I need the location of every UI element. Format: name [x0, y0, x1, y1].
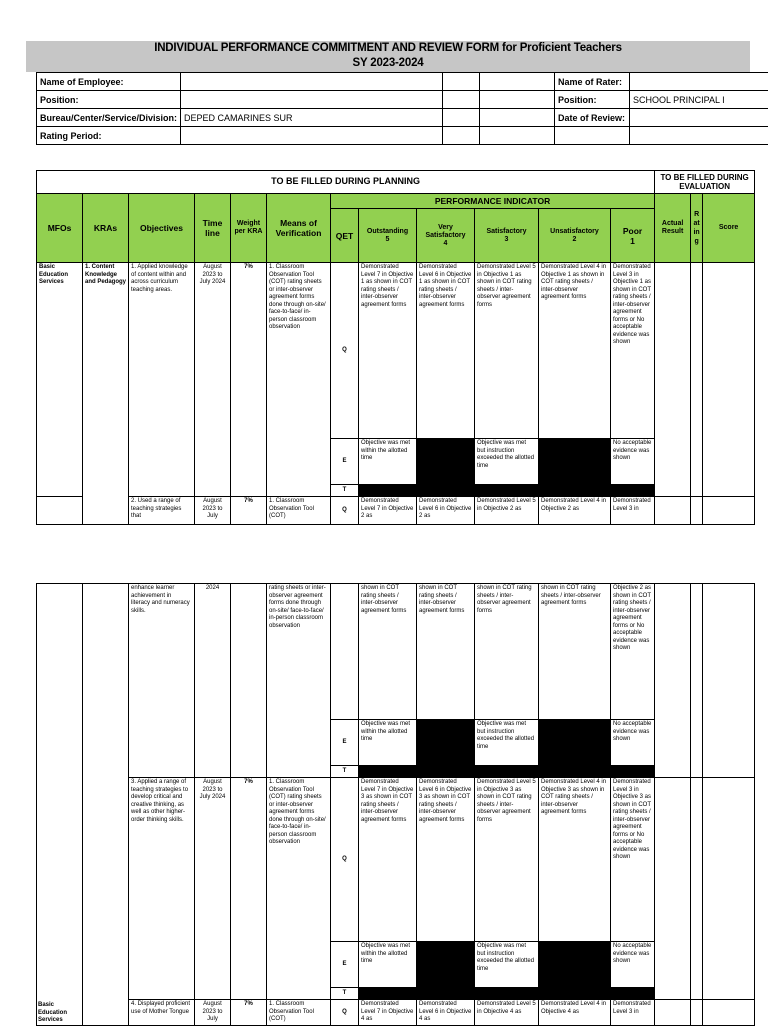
col-timeline: Time line — [195, 194, 231, 263]
qet-q: Q — [331, 263, 359, 439]
means-1: 1. Classroom Observation Tool (COT) rating sheets or inter-observer agreement forms done through on-site/ face-to-face/ in-person classroom observation — [267, 263, 331, 497]
bureau-label: Bureau/Center/Service/Division: — [37, 109, 181, 127]
timeline-1: August 2023 to July 2024 — [195, 263, 231, 497]
rater-value[interactable] — [630, 73, 768, 91]
weight-1: 7% — [231, 263, 267, 497]
kra-cell: 1. Content Knowledge and Pedagogy — [83, 263, 129, 525]
review-date-value[interactable] — [630, 109, 768, 127]
rater-label: Name of Rater: — [555, 73, 630, 91]
planning-header: TO BE FILLED DURING PLANNING — [37, 171, 655, 194]
mfo-cell-4: Basic Education Services — [38, 1002, 82, 1025]
timeline-4-start: August 2023 to July — [195, 1000, 231, 1026]
qet-e: E — [331, 439, 359, 485]
form-title: INDIVIDUAL PERFORMANCE COMMITMENT AND REVIEW FORM for Proficient Teachers — [26, 42, 750, 54]
performance-table-page2: enhance learner achievement in literacy and numeracy skills. 2024 rating sheets or inter-observer agreement forms done through on-site/ face-to-face/ in-person classroom observation shown in COT rating sheets / inter-observer agreement forms shown in COT rating sheets / inter-observer agreement forms shown in COT rating sheets / inter-observer agreement forms shown in COT rating sheets / inter-observer agreement forms Objective 2 as shown in COT rating sheets / inter-observer agreement forms or No acceptable evidence was shown E Objective was met within the allotted time Objective was met but instruction exceeded the allotted time No acceptable evidence was shown T 3. Applied a range of teaching strategies to develop critical and creative thinking, as well as other higher-order thinking skills. August 2023 to July 2024 7% 1. Classroom Observation Tool (COT) rating sheets or inter-observer agreement forms done through on-site/ face-to-face/ in-person classroom observation Q Demonstrated Level 7 in Objective 3 as shown in COT rating sheets / inter-observer agreement forms Demonstrated Level 6 in Objective 3 as shown in COT rating sheets / inter-observer agreement forms Demonstrated Level 5 in Objective 3 as shown in COT rating sheets / inter-observer agreement forms Demonstrated Level 4 in Objective 3 as shown in COT rating sheets / inter-observer agreement forms Demonstrated Level 3 in Objective 3 as shown in COT rating sheets / inter-observer agreement forms or No acceptable evidence was shown E Objective was met within the allotted time Objective was met but instruction exceeded the allotted time No acceptable evidence was shown T 4. Displayed proficient use of Mother Tongue August 2023 to July 7% 1. Classroom Observation Tool (COT) Q Demonstrated Level 7 in Objective 4 as Demonstrated Level 6 in Objective 4 as Demonstrated Level 5 in Objective 4 as Demonstrated Level 4 in Objective 4 as Demonstrated Level 3 in — [36, 583, 755, 1026]
means-3: 1. Classroom Observation Tool (COT) rating sheets or inter-observer agreement forms done through on-site/ face-to-face/ in-person classroom observation — [267, 778, 331, 1000]
obj3-rating-input[interactable] — [691, 778, 703, 1000]
rater-position-label: Position: — [555, 91, 630, 109]
timeline-3: August 2023 to July 2024 — [195, 778, 231, 1000]
means-2-cont: rating sheets or inter-observer agreement forms done through on-site/ face-to-face/ in-person classroom observation — [267, 584, 331, 778]
obj2-rating-input[interactable] — [691, 584, 703, 778]
employee-label: Name of Employee: — [37, 73, 181, 91]
performance-table-page1: TO BE FILLED DURING PLANNING TO BE FILLED DURING EVALUATION MFOs KRAs Objectives Time line Weight per KRA Means of Verification PERFORMANCE INDICATOR Actual Result Rating Score QET Outstanding 5 Very Satisfactory 4 Satisfactory 3 Unsatisfactory 2 Poor 1 Basic Education Services 1. Content Knowledge and Pedagogy 1. Applied knowledge of content within and across curriculum teaching areas. August 2023 to July 2024 7% 1. Classroom Observation Tool (COT) rating sheets or inter-observer agreement forms done through on-site/ face-to-face/ in-person classroom observation Q Demonstrated Level 7 in Objective 1 as shown in COT rating sheets / inter-observer agreement forms Demonstrated Level 6 in Objective 1 as shown in COT rating sheets / inter-observer agreement forms Demonstrated Level 5 in Objective 1 as shown in COT rating sheets / inter-observer agreement forms Demonstrated Level 4 in Objective 1 as shown in COT rating sheets / inter-observer agreement forms Demonstrated Level 3 in Objective 1 as shown in COT rating sheets / inter-observer agreement forms or No acceptable evidence was shown E Objective was met within the allotted time Objective was met but instruction exceeded the allotted time No acceptable evidence was shown T 2. Used a range of teaching strategies that August 2023 to July 7% 1. Classroom Observation Tool (COT) Q Demonstrated Level 7 in Objective 2 as Demonstrated Level 6 in Objective 2 as Demonstrated Level 5 in Objective 2 as Demonstrated Level 4 in Objective 2 as Demonstrated Level 3 in — [36, 170, 755, 525]
objective-3: 3. Applied a range of teaching strategies to develop critical and creative thinking, as well as other higher-order thinking skills. — [129, 778, 195, 1000]
evaluation-header: TO BE FILLED DURING EVALUATION — [655, 171, 755, 194]
objective-1: 1. Applied knowledge of content within and across curriculum teaching areas. — [129, 263, 195, 497]
performance-indicator-header: PERFORMANCE INDICATOR — [331, 194, 655, 209]
obj1-outstanding: Demonstrated Level 7 in Objective 1 as shown in COT rating sheets / inter-observer agreement forms — [359, 263, 417, 439]
obj2-score-input[interactable] — [703, 584, 755, 778]
means-2-start: 1. Classroom Observation Tool (COT) — [267, 497, 331, 525]
objective-2-start: 2. Used a range of teaching strategies that — [129, 497, 195, 525]
obj1-very-satisfactory: Demonstrated Level 6 in Objective 1 as shown in COT rating sheets / inter-observer agreement forms — [417, 263, 475, 439]
obj1-e-poor: No acceptable evidence was shown — [611, 439, 655, 485]
objective-2-cont: enhance learner achievement in literacy and numeracy skills. — [129, 584, 195, 778]
col-weight: Weight per KRA — [231, 194, 267, 263]
bureau-value[interactable]: DEPED CAMARINES SUR — [181, 109, 443, 127]
col-actual-result: Actual Result — [655, 194, 691, 263]
obj1-e-outstanding: Objective was met within the allotted time — [359, 439, 417, 485]
position-value[interactable] — [181, 91, 443, 109]
col-outstanding: Outstanding 5 — [359, 209, 417, 263]
obj2-actual-input[interactable] — [655, 584, 691, 778]
col-poor: Poor 1 — [611, 209, 655, 263]
means-4-start: 1. Classroom Observation Tool (COT) — [267, 1000, 331, 1026]
obj1-e-satisfactory: Objective was met but instruction exceeded the allotted time — [475, 439, 539, 485]
obj1-rating-input[interactable] — [691, 263, 703, 497]
weight-4: 7% — [231, 1000, 267, 1026]
objective-4-start: 4. Displayed proficient use of Mother Tongue — [129, 1000, 195, 1026]
weight-3: 7% — [231, 778, 267, 1000]
col-unsatisfactory: Unsatisfactory 2 — [539, 209, 611, 263]
col-satisfactory: Satisfactory 3 — [475, 209, 539, 263]
rating-period-value[interactable] — [181, 127, 443, 145]
col-means: Means of Verification — [267, 194, 331, 263]
school-year: SY 2023-2024 — [26, 57, 750, 69]
obj1-unsatisfactory: Demonstrated Level 4 in Objective 1 as shown in COT rating sheets / inter-observer agreement forms — [539, 263, 611, 439]
obj3-actual-input[interactable] — [655, 778, 691, 1000]
mfo-cell: Basic Education Services — [37, 263, 83, 497]
col-score: Score — [703, 194, 755, 263]
col-very-satisfactory: Very Satisfactory 4 — [417, 209, 475, 263]
col-kras: KRAs — [83, 194, 129, 263]
position-label: Position: — [37, 91, 181, 109]
employee-info-table — [36, 72, 768, 145]
obj1-actual-input[interactable] — [655, 263, 691, 497]
obj3-score-input[interactable] — [703, 778, 755, 1000]
rater-position-value[interactable]: SCHOOL PRINCIPAL I — [630, 91, 768, 109]
obj1-poor: Demonstrated Level 3 in Objective 1 as shown in COT rating sheets / inter-observer agreement forms or No acceptable evidence was shown — [611, 263, 655, 439]
col-mfos: MFOs — [37, 194, 83, 263]
timeline-2-cont: 2024 — [195, 584, 231, 778]
weight-2: 7% — [231, 497, 267, 525]
qet-t: T — [331, 485, 359, 497]
obj1-score-input[interactable] — [703, 263, 755, 497]
review-date-label: Date of Review: — [555, 109, 630, 127]
timeline-2-start: August 2023 to July — [195, 497, 231, 525]
col-rating: Rating — [691, 194, 703, 263]
obj1-satisfactory: Demonstrated Level 5 in Objective 1 as shown in COT rating sheets / inter-observer agreement forms — [475, 263, 539, 439]
rating-period-label: Rating Period: — [37, 127, 181, 145]
col-qet: QET — [331, 209, 359, 263]
employee-value[interactable] — [181, 73, 443, 91]
col-objectives: Objectives — [129, 194, 195, 263]
